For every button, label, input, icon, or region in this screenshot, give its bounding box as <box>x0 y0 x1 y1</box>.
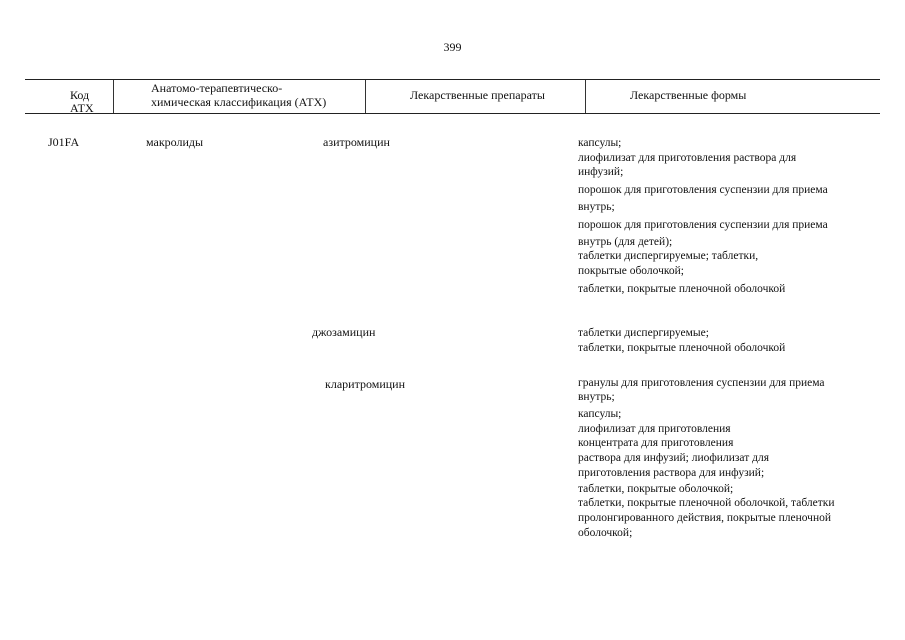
form-line: таблетки, покрытые пленочной оболочкой <box>578 283 786 295</box>
form-line: раствора для инфузий; лиофилизат для <box>578 452 769 464</box>
form-line: порошок для приготовления суспензии для приема <box>578 219 828 231</box>
form-line: капсулы; <box>578 137 622 149</box>
column-divider <box>585 80 586 113</box>
form-line: пролонгированного действия, покрытые пленочной <box>578 512 832 524</box>
drug-name: азитромицин <box>323 135 390 149</box>
form-line: капсулы; <box>578 408 622 420</box>
form-line: порошок для приготовления суспензии для приема <box>578 184 828 196</box>
header-code-line2: АТХ <box>70 101 94 115</box>
form-line: концентрата для приготовления <box>578 437 734 449</box>
table-header-bottom-rule <box>25 113 880 114</box>
form-line: приготовления раствора для инфузий; <box>578 467 765 479</box>
form-line: таблетки диспергируемые; <box>578 327 709 339</box>
form-line: оболочкой; <box>578 527 633 539</box>
column-divider <box>113 80 114 113</box>
page-number: 399 <box>443 40 462 54</box>
header-drugs: Лекарственные препараты <box>410 88 545 102</box>
header-atc-line2: химическая классификация (АТХ) <box>151 95 327 109</box>
form-line: инфузий; <box>578 166 624 178</box>
form-line: гранулы для приготовления суспензии для приема <box>578 377 825 389</box>
form-line: таблетки диспергируемые; таблетки, <box>578 250 759 262</box>
table-top-rule <box>25 79 880 80</box>
group-code: J01FA <box>48 135 80 149</box>
header-forms: Лекарственные формы <box>630 88 747 102</box>
form-line: таблетки, покрытые оболочкой; <box>578 483 734 495</box>
drug-name: кларитромицин <box>325 377 406 391</box>
form-line: внутрь; <box>578 391 615 403</box>
form-line: таблетки, покрытые пленочной оболочкой, таблетки <box>578 497 835 509</box>
column-divider <box>365 80 366 113</box>
form-line: внутрь; <box>578 201 615 213</box>
header-code-line1: Код <box>70 88 90 102</box>
group-name: макролиды <box>146 135 204 149</box>
form-line: таблетки, покрытые пленочной оболочкой <box>578 342 786 354</box>
form-line: покрытые оболочкой; <box>578 265 684 277</box>
form-line: лиофилизат для приготовления раствора для <box>578 152 797 164</box>
form-line: лиофилизат для приготовления <box>578 423 731 435</box>
drug-name: джозамицин <box>312 325 376 339</box>
form-line: внутрь (для детей); <box>578 236 673 248</box>
header-atc-line1: Анатомо-терапевтическо- <box>151 81 283 95</box>
